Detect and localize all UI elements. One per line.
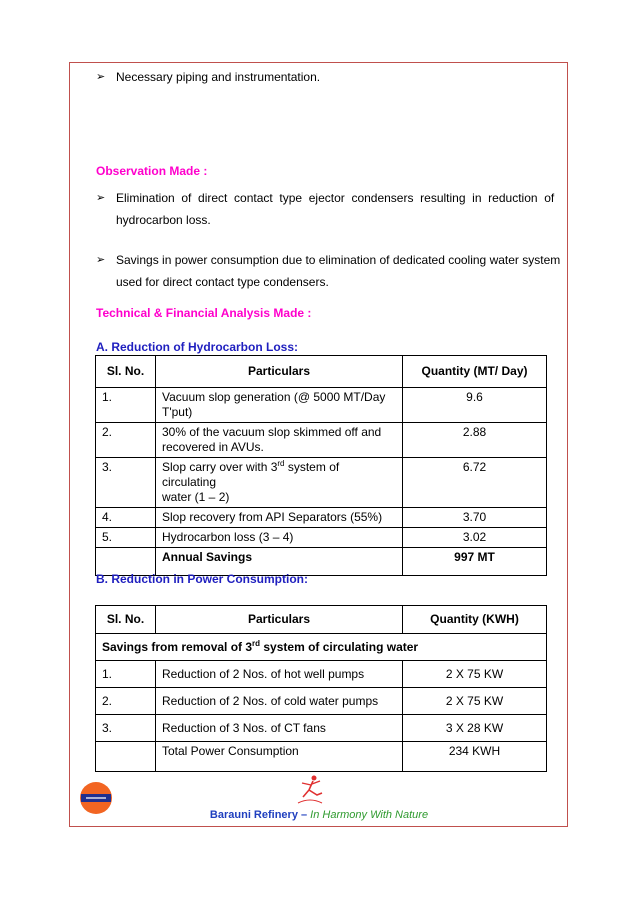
col-header-sl: Sl. No.	[96, 606, 156, 634]
footer-tagline: In Harmony With Nature	[307, 809, 429, 821]
table-row	[96, 661, 547, 688]
subheading-row	[96, 634, 547, 661]
section-b-heading: B. Reduction in Power Consumption:	[96, 572, 308, 586]
sl-cell: 3.	[96, 458, 156, 508]
particulars-cell: Reduction of 3 Nos. of CT fans	[156, 715, 403, 742]
quantity-cell: 2 X 75 KW	[403, 661, 547, 688]
total-quantity: 997 MT	[403, 548, 547, 576]
quantity-cell: 2.88	[403, 423, 547, 458]
sl-cell: 2.	[96, 688, 156, 715]
quantity-cell: 6.72	[403, 458, 547, 508]
table-row	[96, 688, 547, 715]
sl-cell: 5.	[96, 528, 156, 548]
sl-cell: 1.	[96, 388, 156, 423]
table-row	[96, 423, 547, 458]
arrow-bullet-icon: ➢	[96, 254, 106, 266]
sl-cell: 2.	[96, 423, 156, 458]
table-row	[96, 458, 547, 508]
total-label: Annual Savings	[156, 548, 403, 576]
col-header-particulars: Particulars	[156, 356, 403, 388]
footer	[0, 809, 638, 821]
col-header-quantity: Quantity (KWH)	[403, 606, 547, 634]
quantity-cell: 2 X 75 KW	[403, 688, 547, 715]
analysis-heading: Technical & Financial Analysis Made :	[96, 306, 312, 320]
quantity-cell: 3 X 28 KW	[403, 715, 547, 742]
sl-cell	[96, 742, 156, 772]
observation-item-2-line1: Savings in power consumption due to elimination of dedicated cooling water system	[116, 253, 561, 267]
section-a-heading: A. Reduction of Hydrocarbon Loss:	[96, 340, 299, 354]
table-row	[96, 388, 547, 423]
observation-item-1-line2: hydrocarbon loss.	[116, 213, 211, 227]
particulars-cell: Hydrocarbon loss (3 – 4)	[156, 528, 403, 548]
table-row	[96, 508, 547, 528]
quantity-cell: 3.70	[403, 508, 547, 528]
observation-item-1-line1: Elimination of direct contact type ejector condensers resulting in reduction of	[116, 191, 555, 205]
dancer-emblem-icon	[292, 773, 328, 809]
particulars-cell: Slop recovery from API Separators (55%)	[156, 508, 403, 528]
arrow-bullet-icon: ➢	[96, 71, 106, 83]
particulars-cell: Vacuum slop generation (@ 5000 MT/Day T'put)	[156, 388, 403, 423]
power-consumption-table	[95, 605, 547, 772]
particulars-cell: Slop carry over with 3rd system of circulating water (1 – 2)	[156, 458, 403, 508]
col-header-quantity: Quantity (MT/ Day)	[403, 356, 547, 388]
col-header-particulars: Particulars	[156, 606, 403, 634]
total-label: Total Power Consumption	[156, 742, 403, 772]
particulars-cell: 30% of the vacuum slop skimmed off and recovered in AVUs.	[156, 423, 403, 458]
footer-brand: Barauni Refinery –	[209, 809, 308, 821]
sl-cell: 3.	[96, 715, 156, 742]
table-row	[96, 715, 547, 742]
total-row	[96, 742, 547, 772]
top-bullet-text: Necessary piping and instrumentation.	[116, 70, 321, 84]
arrow-bullet-icon: ➢	[96, 192, 106, 204]
quantity-cell: 9.6	[403, 388, 547, 423]
hydrocarbon-loss-table	[95, 355, 547, 576]
col-header-sl: Sl. No.	[96, 356, 156, 388]
quantity-cell: 3.02	[403, 528, 547, 548]
particulars-cell: Reduction of 2 Nos. of hot well pumps	[156, 661, 403, 688]
table-row	[96, 528, 547, 548]
particulars-cell: Reduction of 2 Nos. of cold water pumps	[156, 688, 403, 715]
subheading-cell: Savings from removal of 3rd system of circulating water	[96, 634, 547, 661]
observation-heading: Observation Made :	[96, 164, 208, 178]
observation-item-2-line2: used for direct contact type condensers.	[116, 275, 329, 289]
sl-cell: 4.	[96, 508, 156, 528]
sl-cell: 1.	[96, 661, 156, 688]
total-quantity: 234 KWH	[403, 742, 547, 772]
